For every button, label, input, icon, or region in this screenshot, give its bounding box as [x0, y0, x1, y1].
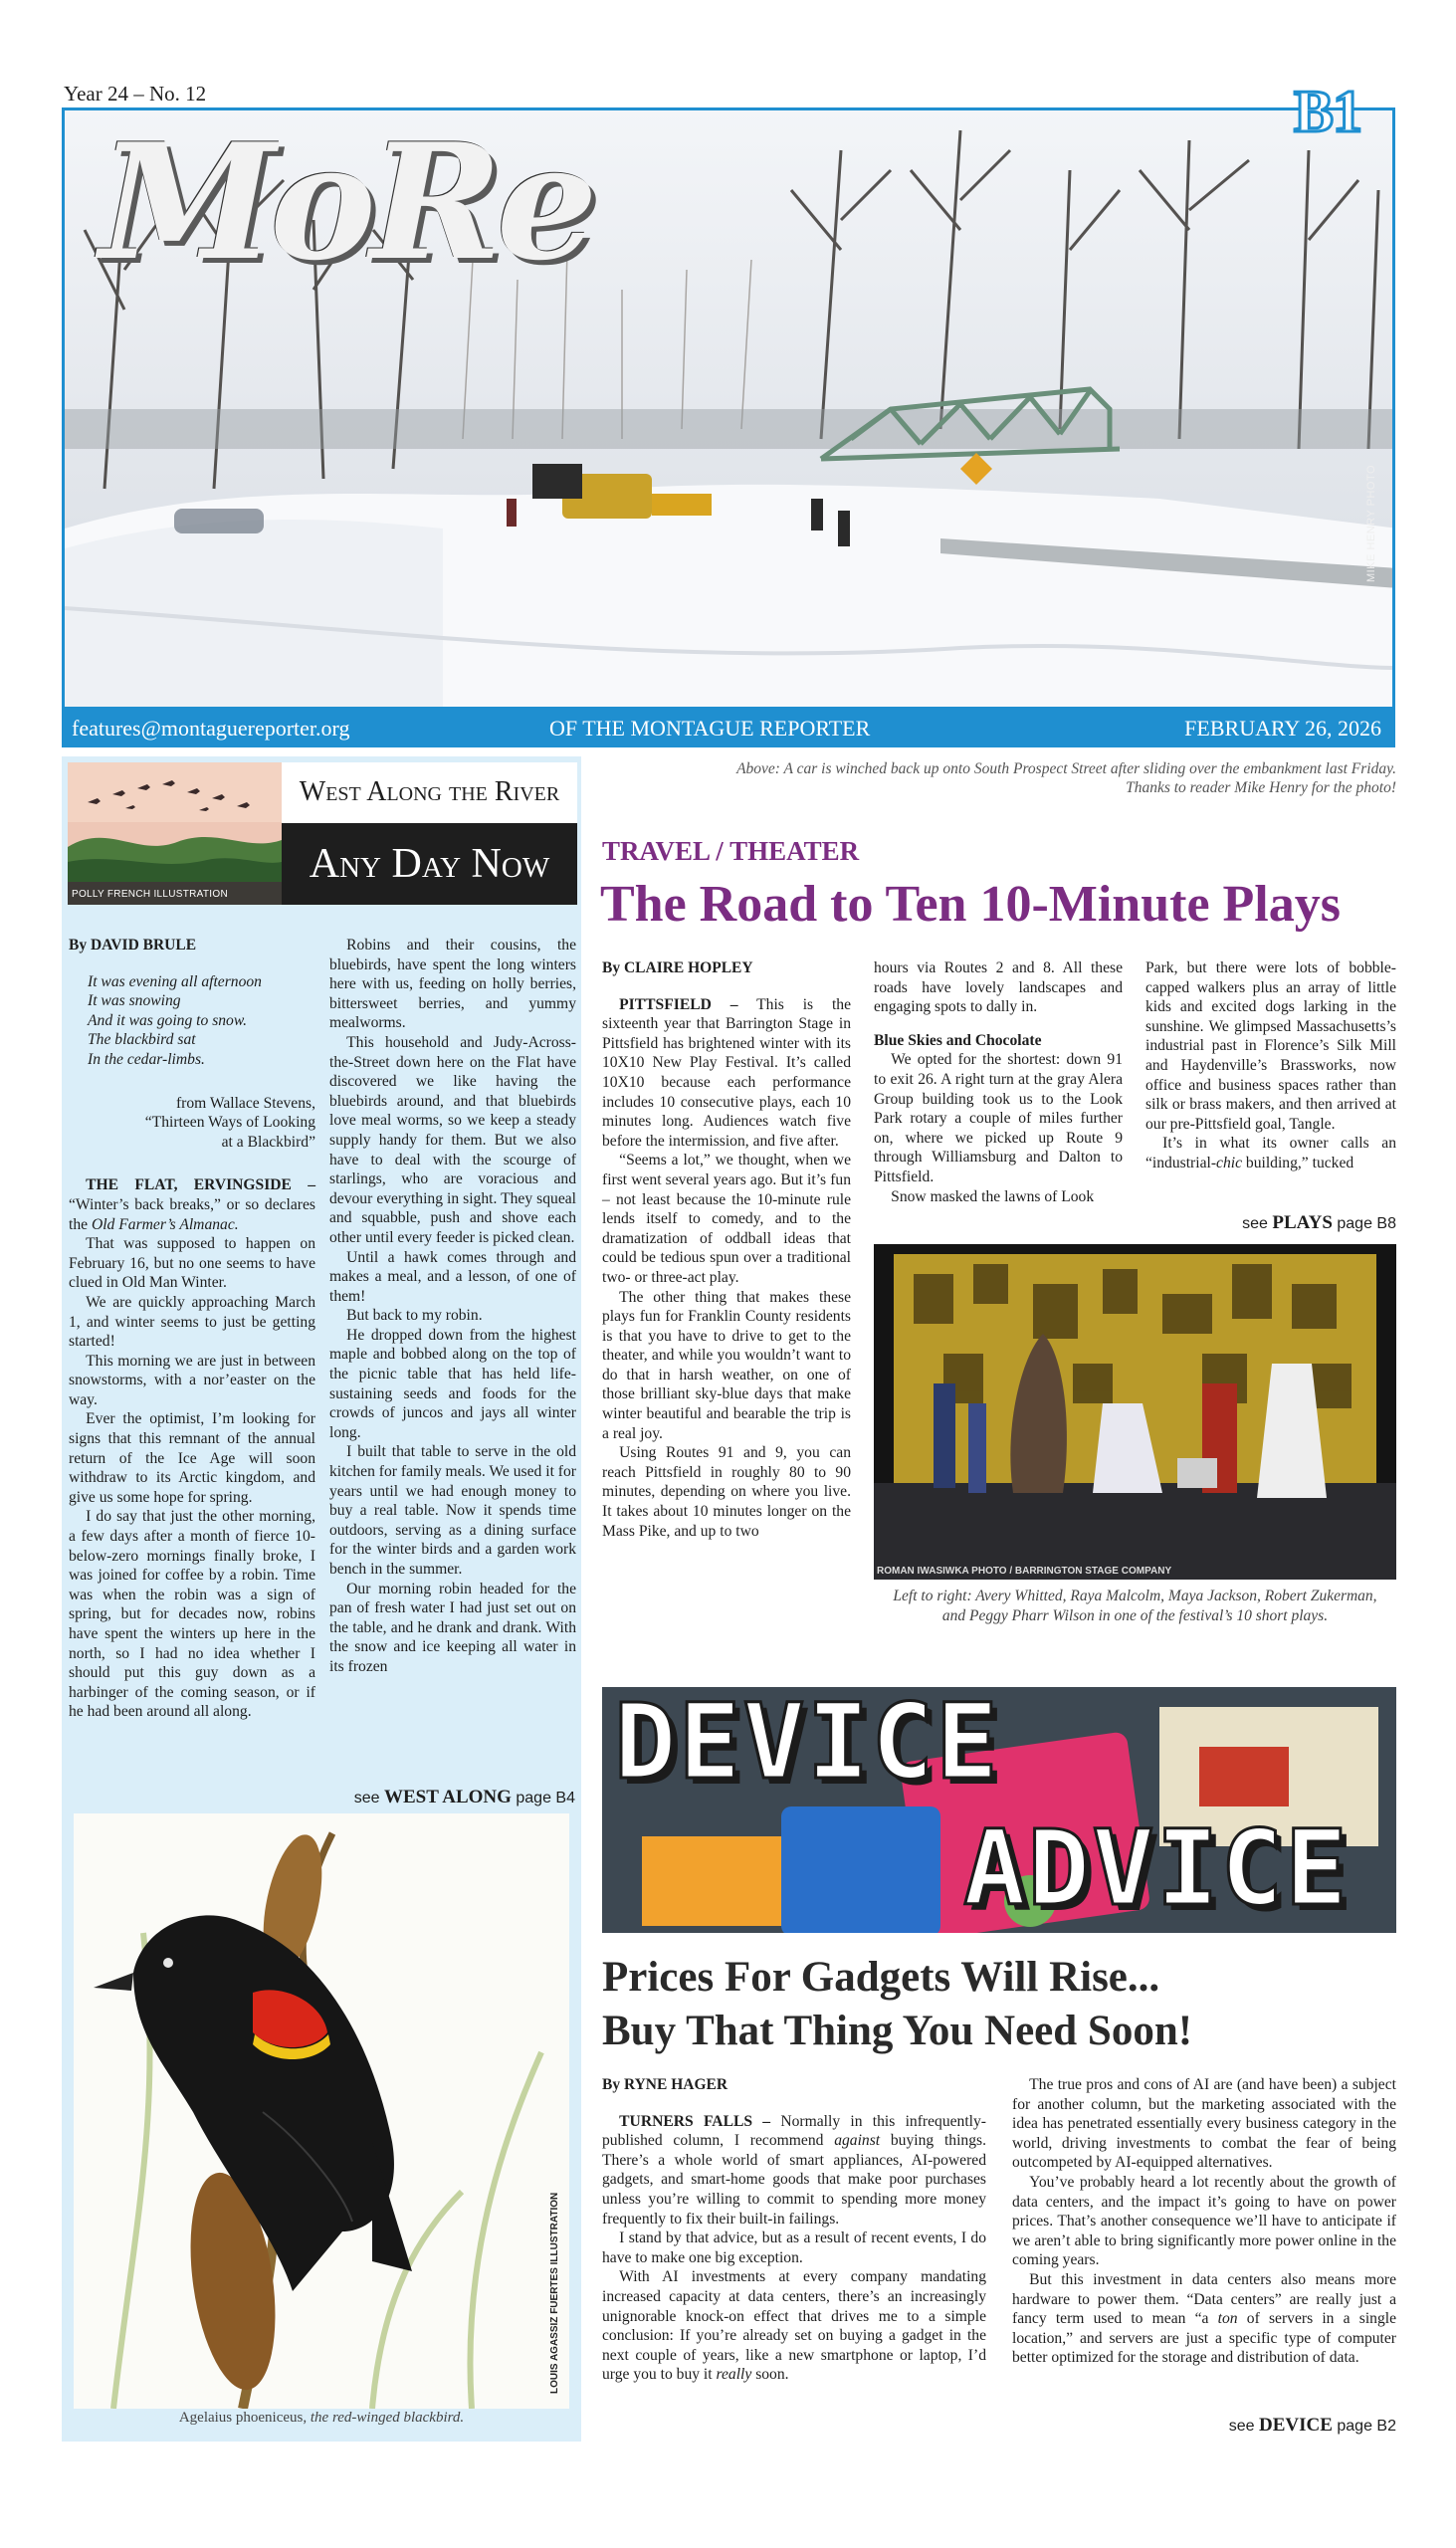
poem-line: And it was going to snow. — [88, 1011, 247, 1029]
banner-word-device: DEVICE — [614, 1681, 1000, 1803]
paragraph: Ever the optimist, I’m looking for signs that this remnant of the annual return of the Ice Age will soon withdraw to its Arctic kingdom, and give us some hope for spring. — [69, 1410, 315, 1506]
section-title: OF THE MONTAGUE REPORTER — [549, 716, 871, 741]
paragraph: We are quickly approaching March 1, and winter seems to just be getting started! — [69, 1293, 315, 1351]
byline: By DAVID BRULE — [69, 937, 197, 954]
photo-credit: ROMAN IWASIWKA PHOTO / BARRINGTON STAGE COMPANY — [877, 1566, 1172, 1577]
poem-line: The blackbird sat — [88, 1031, 196, 1049]
issue-number: Year 24 – No. 12 — [64, 82, 207, 106]
article-headline[interactable]: The Road to Ten 10-Minute Plays — [600, 876, 1341, 933]
paragraph: But this investment in data centers also means more hardware to power them. “Data centers” are really just a fancy term used to mean “a ton of servers in a single location,” and servers are just a specific type of computer better optimized for the storage and distribution of data. — [1012, 2270, 1397, 2367]
article-headline[interactable]: Prices For Gadgets Will Rise... Buy That Thing You Need Soon! — [602, 1954, 1193, 2054]
continued-link[interactable]: see WEST ALONG page B4 — [353, 1787, 575, 1807]
byline: By CLAIRE HOPLEY — [602, 959, 753, 976]
section-bar — [62, 710, 1395, 747]
poem-line: It was evening all afternoon — [88, 972, 262, 990]
poem-line: It was snowing — [88, 992, 181, 1010]
paragraph: The true pros and cons of AI are (and have been) a subject for another column, but the marketing associated with the idea has penetrated essentially every business category in the world, driving investments to combat the fear of being outcompeted by AI-equipped alternatives. — [1012, 2076, 1396, 2172]
banner-word-advice: ADVICE — [963, 1807, 1350, 1929]
paragraph: “Seems a lot,” we thought, when we first went several years ago. But it’s fun – not least because the 10-minute rule lends itself to comedy, and to the dramatization of oddball ideas that could be tedious spun over a traditional two- or three-act play. — [602, 1152, 851, 1286]
paragraph: We opted for the shortest: down 91 to exit 26. A right turn at the gray Alera Group building took us to the Look Park rotary a couple of miles further on, where we picked up Route 9 through Williamsburg and Dalton to Pittsfield. — [874, 1051, 1123, 1185]
paragraph: It’s in what its owner calls an “industrial-chic building,” tucked — [1145, 1135, 1396, 1171]
west-along-column-1 — [69, 936, 315, 1722]
plays-column-1 — [602, 958, 851, 1541]
paragraph: With AI investments at every company mandating increased capacity at data centers, there’s an increasingly unignorable knock-on effect that drives me to a simple conclusion: If you’re already set on buying a gadget in the next couple of years, like a new smartphone or laptop, I’d urge you to buy it really soon. — [602, 2268, 986, 2384]
hero-photo-credit: MIKE HENRY PHOTO — [1365, 464, 1377, 582]
stage-photo — [874, 1244, 1396, 1580]
geese-illustration — [68, 762, 282, 905]
plays-column-2 — [874, 958, 1123, 1206]
continued-link[interactable]: see PLAYS page B8 — [1242, 1212, 1396, 1233]
paragraph: This morning we are just in between snowstorms, with a nor’easter on the way. — [69, 1352, 315, 1408]
continued-link[interactable]: see DEVICE page B2 — [1228, 2415, 1396, 2436]
west-along-column-2 — [329, 936, 576, 1677]
poem-attribution: from Wallace Stevens, — [175, 1094, 315, 1112]
paragraph: Using Routes 91 and 9, you can reach Pittsfield in roughly 80 to 90 minutes, depending on where you live. It takes about 10 minutes longer on the Mass Pike, and up to two — [602, 1444, 851, 1540]
dateline: TURNERS FALLS – — [619, 2112, 771, 2130]
plays-column-3 — [1145, 958, 1396, 1173]
byline: By RYNE HAGER — [602, 2076, 728, 2093]
paragraph: Our morning robin headed for the pan of fresh water I had just set out on the table, and he drank and drank. With the snow and ice keeping all water in its frozen — [329, 1580, 576, 1675]
art-credit: POLLY FRENCH ILLUSTRATION — [72, 889, 228, 900]
paragraph: But back to my robin. — [346, 1307, 483, 1325]
paragraph: TURNERS FALLS – Normally in this infrequently-published column, I recommend against buying things. There’s a whole world of smart appliances, AI-powered gadgets, and smart-home goods that make poor purchases unless you’re willing to commit to spending more money frequently to fix their built-in failings. — [602, 2112, 986, 2228]
poem-attribution: “Thirteen Ways of Looking — [144, 1114, 315, 1132]
paragraph: Snow masked the lawns of Look — [891, 1187, 1095, 1205]
paragraph: Park, but there were lots of bobble-capped walkers plus an array of little kids and excited dogs larking in the sunshine. We glimpsed Massachusetts’s industrial past in Florence’s Silk Mill and Haydenville’s Brassworks, now office and business spaces rather than silk or brass makers, and then arrived at our pre-Pittsfield goal, Tangle. — [1145, 959, 1396, 1133]
poem-line: In the cedar-limbs. — [88, 1050, 205, 1068]
red-winged-blackbird-illustration — [74, 1813, 569, 2409]
paragraph: That was supposed to happen on February 16, but no one seems to have clued in Old Man Winter. — [69, 1235, 315, 1292]
hero-photo-caption: Above: A car is winched back up onto South Prospect Street after sliding over the embankment last Friday. Thanks to reader Mike Henry for the photo! — [736, 760, 1396, 796]
issue-date: FEBRUARY 26, 2026 — [1184, 716, 1381, 741]
column-title: West Along the River — [299, 776, 560, 807]
dateline: PITTSFIELD – — [619, 995, 738, 1013]
paragraph: The other thing that makes these plays fun for Franklin County residents is that you have to drive to get to the theater, and while you wouldn’t want to do that in harsh weather, on one of those brilliant sky-blue days that make winter beautiful and bearable the trip is a real joy. — [602, 1288, 851, 1442]
photo-caption: Left to right: Avery Whitted, Raya Malcolm, Maya Jackson, Robert Zukerman, and Peggy Pharr Wilson in one of the festival’s 10 short plays. — [893, 1588, 1377, 1624]
paragraph: He dropped down from the highest maple and bobbed along on the top of the picnic table that has held life-sustaining seeds and foods for the crowds of juncos and jays all winter long. — [329, 1326, 576, 1441]
device-column-1 — [602, 2075, 986, 2385]
paragraph: You’ve probably heard a lot recently about the growth of data centers, and the impact it’s going to have on power prices. That’s another consequence we’ll have to anticipate if we aren’t able to bring significantly more power online in the coming years. — [1012, 2173, 1396, 2269]
poem-attribution: at a Blackbird” — [221, 1133, 315, 1151]
illustration-credit: LOUIS AGASSIZ FUERTES ILLUSTRATION — [549, 2192, 560, 2394]
device-column-2 — [1012, 2075, 1396, 2368]
dateline: THE FLAT, ERVINGSIDE – — [86, 1176, 315, 1194]
paragraph: This household and Judy-Across-the-Street down here on the Flat have discovered we like having the bluebirds around, and that bluebirds love meal worms, so we keep a steady supply handy for them. But we also have to deal with the scourge of starlings, who are voracious and devour everything in sight. They squeal and squabble, push and shove each other until every feeder is picked clean. — [329, 1033, 576, 1246]
page-number: B1 — [1294, 79, 1362, 144]
paragraph: PITTSFIELD – This is the sixteenth year that Barrington Stage in Pittsfield has brightened winter with its 10X10 New Play Festival. It’s called 10X10 because each performance includes 10 consecutive plays, each 10 minutes long. Audiences watch five before the intermission, and five after. — [602, 995, 852, 1150]
paragraph: I do say that just the other morning, a few days after a month of fierce 10-below-zero mornings finally broke, I was joined for coffee by a robin. Time was when the robin was a sign of spring, but for decades now, robins have spent the winters up here in the north, so I had no idea whether I should put this guy down as a harbinger of the coming season, or if he had been around all along. — [69, 1508, 315, 1721]
paragraph: Robins and their cousins, the bluebirds, have spent the long winters here with us, feeding on holly berries, bittersweet berries, and yummy mealworms. — [329, 937, 576, 1032]
paragraph: I stand by that advice, but as a result of recent events, I do have to make one big exception. — [602, 2230, 986, 2266]
paragraph: hours via Routes 2 and 8. All these roads have lovely landscapes and engaging spots to dally in. — [874, 959, 1123, 1016]
section-kicker: TRAVEL / THEATER — [602, 836, 860, 866]
column-subtitle: Any Day Now — [282, 823, 577, 905]
email-link[interactable]: features@montaguereporter.org — [72, 716, 350, 741]
masthead-logo: MoRe — [100, 108, 592, 296]
paragraph: Until a hawk comes through and makes a meal, and a lesson, of one of them! — [329, 1248, 576, 1305]
illustration-caption: Agelaius phoeniceus, the red-winged blackbird. — [178, 2410, 465, 2426]
paragraph: I built that table to serve in the old kitchen for family meals. We used it for years until we had enough money to buy a real table. Now it spends time outdoors, serving as a dining surface for the winter birds and a garden work bench in the summer. — [329, 1443, 576, 1578]
paragraph: THE FLAT, ERVINGSIDE – “Winter’s back breaks,” or so declares the Old Farmer’s Almanac. — [69, 1176, 315, 1233]
subhead: Blue Skies and Chocolate — [874, 1031, 1042, 1049]
